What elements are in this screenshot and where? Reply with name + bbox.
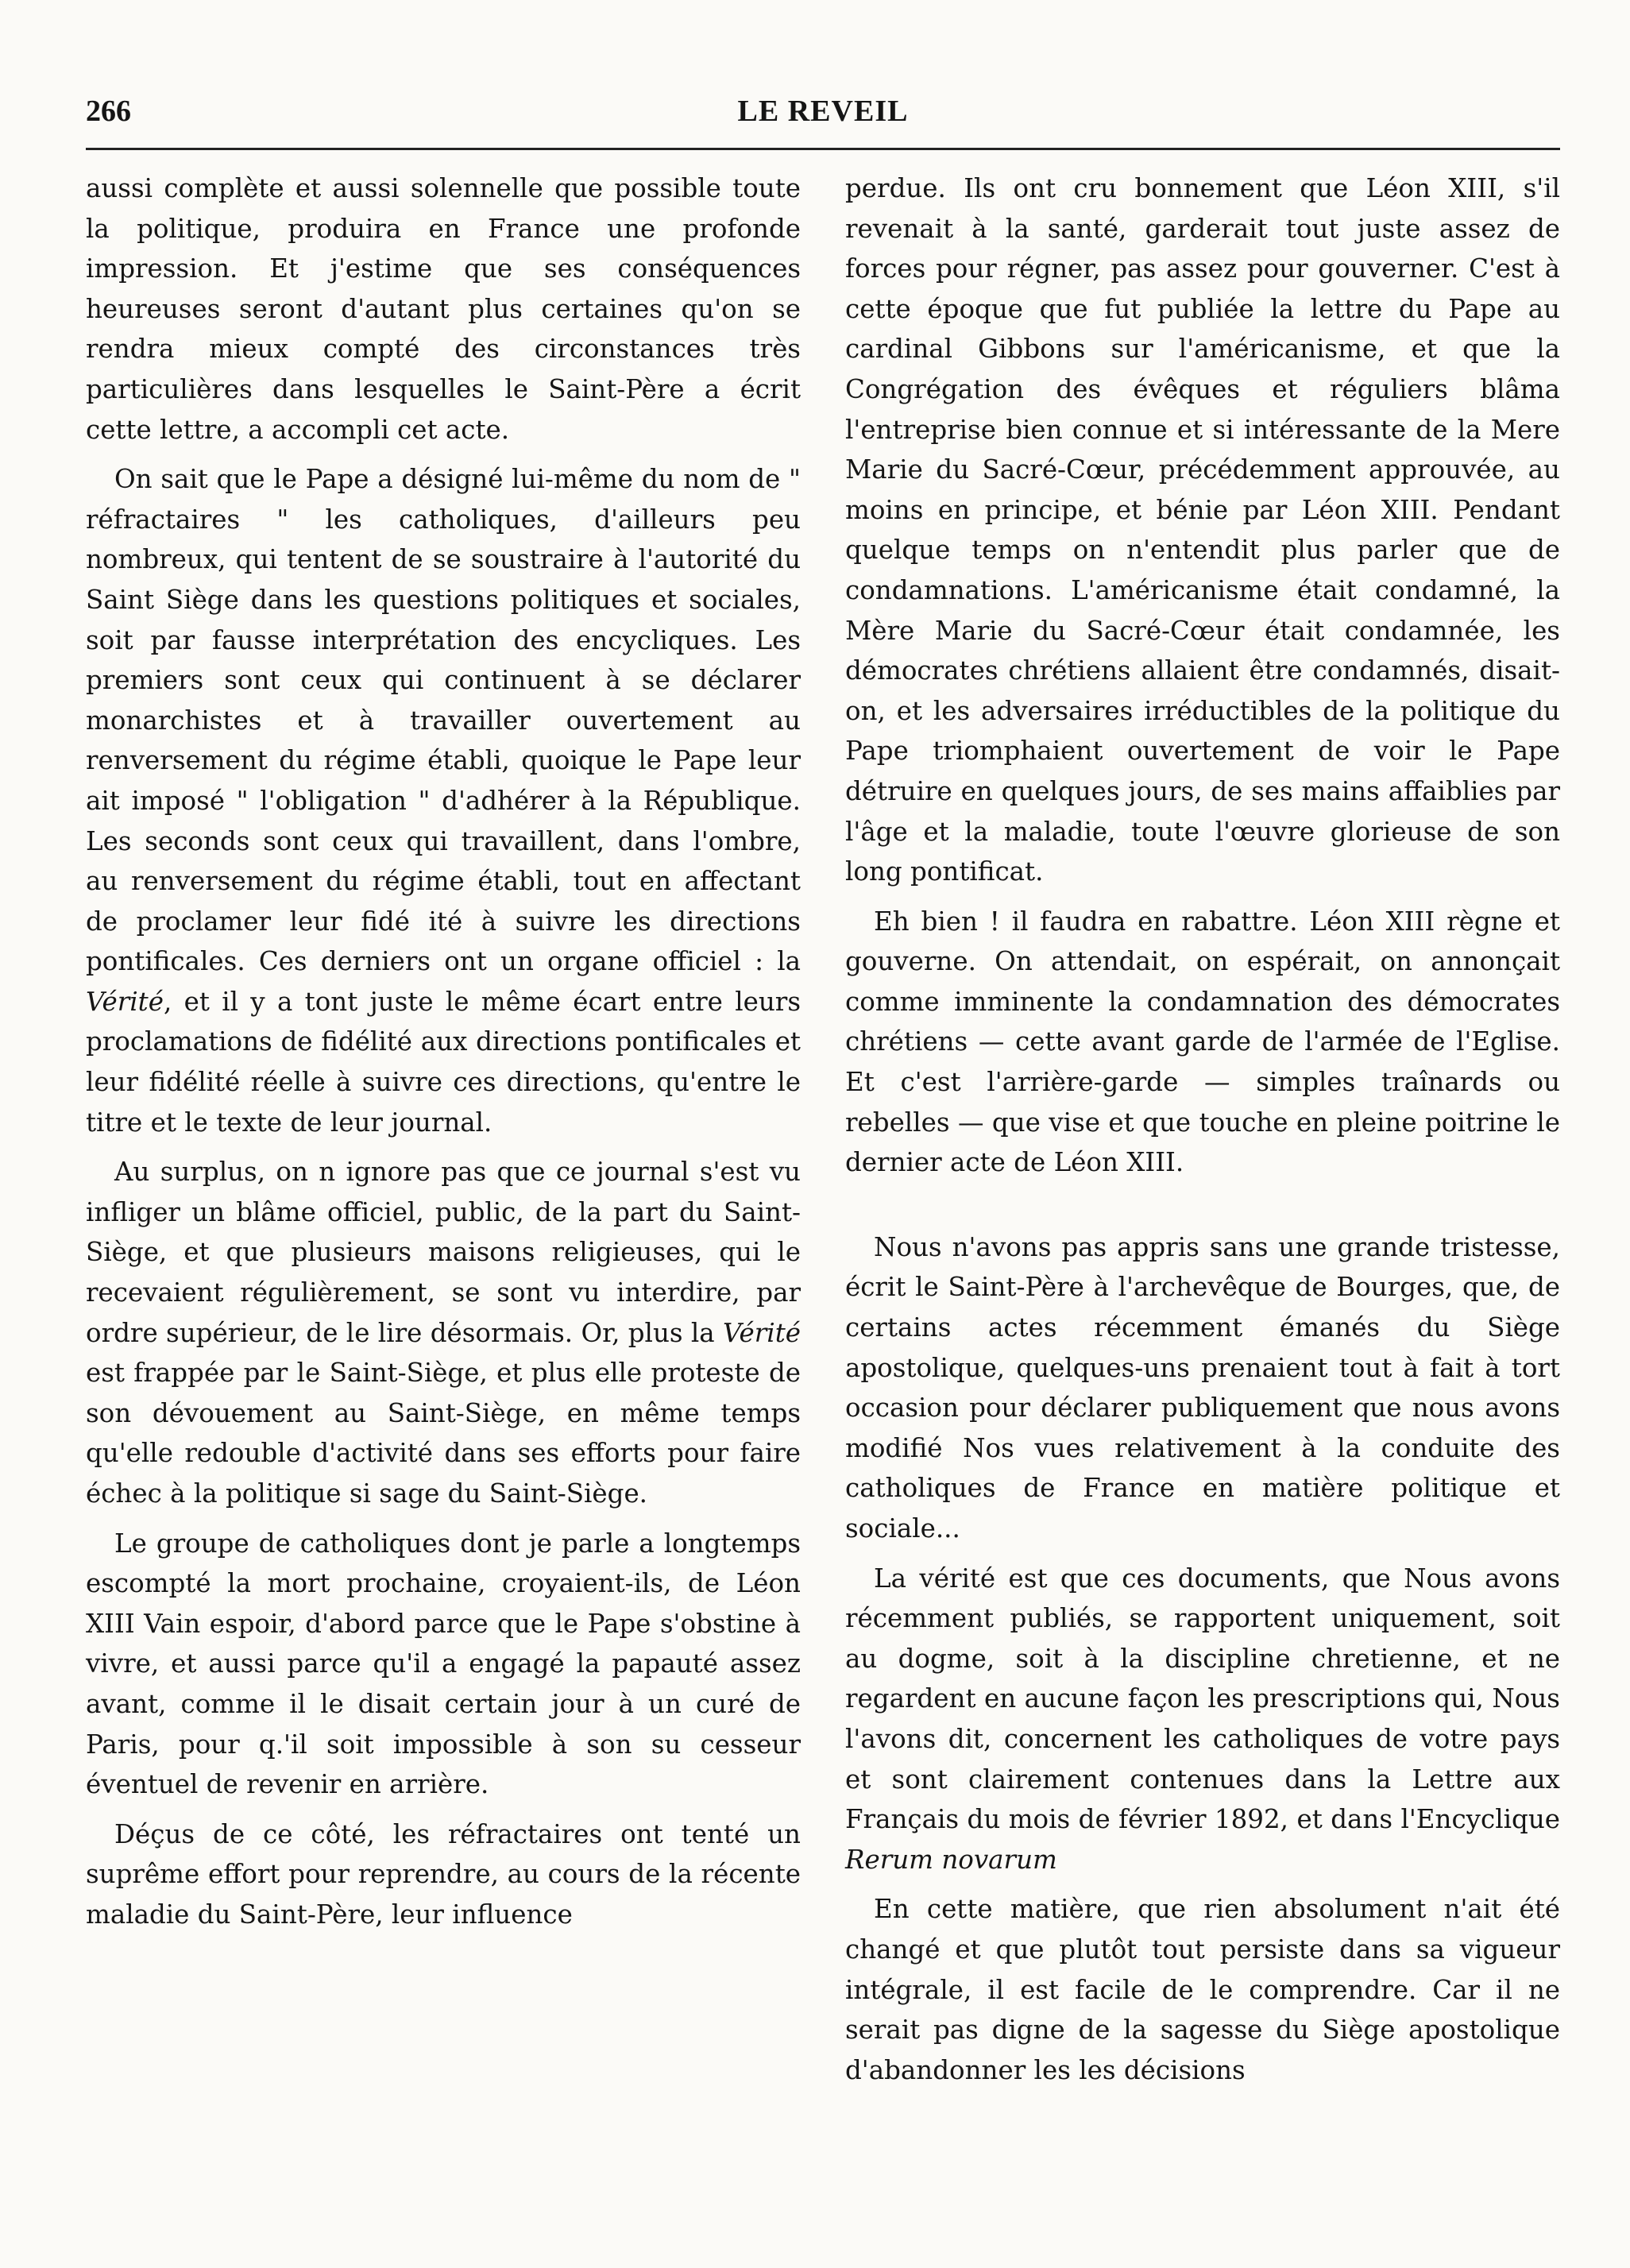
- paragraph: En cette matière, que rien absolument n'ait été changé et que plutôt tout persiste dans sa vigueur intégrale, il est facile de le comprendre. Car il ne serait pas digne de la sagesse du Siège apostolique d'abandonner les les décisions: [845, 1894, 1560, 2085]
- encyclical-title: Rerum novarum: [845, 1844, 1057, 1875]
- header-rule: [86, 148, 1560, 150]
- paragraph: perdue. Ils ont cru bonnement que Léon XIII, s'il revenait à la santé, garderait tout juste assez de forces pour régner, pas assez pour gouverner. C'est à cette époque que fut publiée la lettre du Pape au cardinal Gibbons sur l'américanisme, et que la Congrégation des évêques et réguliers blâma l'entreprise bien connue et si intéressante de la Mere Marie du Sacré-Cœur, précédemment approuvée, au moins en principe, et bénie par Léon XIII. Pendant quelque temps on n'entendit plus parler que de condamnations. L'américanisme était condamné, la Mère Marie du Sacré-Cœur était condamnée, les démocrates chrétiens allaient être condamnés, disait-on, et les adversaires irréductibles de la politique du Pape triomphaient ouvertement de voir le Pape détruire en quelques jours, de ses mains affaiblies par l'âge et la maladie, toute l'œuvre glorieuse de son long pontificat.: [845, 173, 1560, 887]
- page-header: [86, 94, 1560, 141]
- paragraph: Le groupe de catholiques dont je parle a longtemps escompté la mort prochaine, croyaient-ils, de Léon XIII Vain espoir, d'abord parce que le Pape s'obstine à vivre, et aussi parce qu'il a engagé la papauté assez avant, comme il le disait certain jour à un curé de Paris, pour q.'il soit impossible à son su cesseur éventuel de revenir en arrière.: [86, 1528, 801, 1800]
- paragraph: Au surplus, on n ignore pas que ce journal s'est vu infliger un blâme officiel, public, de la part du Saint-Siège, et que plusieurs maisons religieuses, qui le recevaient régulièrement, se sont vu interdire, par ordre supérieur, de le lire désormais. Or, plus la Vérité est frappée par le Saint-Siège, et plus elle proteste de son dévouement au Saint-Siège, en même temps qu'elle redouble d'activité dans ses efforts pour faire échec à la politique si sage du Saint-Siège.: [86, 1157, 801, 1509]
- running-title: LE REVEIL: [737, 95, 909, 128]
- paragraph: Déçus de ce côté, les réfractaires ont tenté un suprême effort pour reprendre, au cours de la récente maladie du Saint-Père, leur influence: [86, 1818, 801, 1930]
- journal-title: Vérité: [86, 986, 164, 1017]
- paragraph: La vérité est que ces documents, que Nous avons récemment publiés, se rapportent uniquement, soit au dogme, soit à la discipline chretienne, et ne regardent en aucune façon les prescriptions qui, Nous l'avons dit, concernent les catholiques de votre pays et sont clairement contenues dans la Lettre aux Français du mois de février 1892, et dans l'Encyclique Rerum novarum: [845, 1563, 1560, 1875]
- paragraph: Eh bien ! il faudra en rabattre. Léon XIII règne et gouverne. On attendait, on espérait, on annonçait comme imminente la condamnation des démocrates chrétiens — cette avant garde de l'armée de l'Eglise. Et c'est l'arrière-garde — simples traînards ou rebelles — que vise et que touche en pleine poitrine le dernier acte de Léon XIII.: [845, 906, 1560, 1178]
- journal-title: Vérité: [723, 1317, 801, 1348]
- page-number: 266: [86, 95, 131, 128]
- paragraph: On sait que le Pape a désigné lui-même du nom de " réfractaires " les catholiques, d'ailleurs peu nombreux, qui tentent de se soustraire à l'autorité du Saint Siège dans les questions politiques et sociales, soit par fausse interprétation des encycliques. Les premiers sont ceux qui continuent à se déclarer monarchistes et à travailler ouvertement au renversement du régime établi, quoique le Pape leur ait imposé " l'obligation " d'adhérer à la République. Les seconds sont ceux qui travaillent, dans l'ombre, au renversement du régime établi, tout en affectant de proclamer leur fidé ité à suivre les directions pontificales. Ces derniers ont un organe officiel : la Vérité, et il y a tont juste le même écart entre leurs proclamations de fidélité aux directions pontificales et leur fidélité réelle à suivre ces directions, qu'entre le titre et le texte de leur journal.: [86, 464, 801, 1138]
- right-column: [845, 168, 1560, 2090]
- paragraph: aussi complète et aussi solennelle que possible toute la politique, produira en France une profonde impression. Et j'estime que ses conséquences heureuses seront d'autant plus certaines qu'on se rendra mieux compté des circonstances très particulières dans lesquelles le Saint-Père a écrit cette lettre, a accompli cet acte.: [86, 173, 801, 445]
- paragraph: Nous n'avons pas appris sans une grande tristesse, écrit le Saint-Père à l'archevêque de Bourges, que, de certains actes récemment émanés du Siège apostolique, quelques-uns prenaient tout à fait à tort occasion pour déclarer publiquement que nous avons modifié Nos vues relativement à la conduite des catholiques de France en matière politique et sociale...: [845, 1231, 1560, 1544]
- left-column: [86, 168, 801, 1935]
